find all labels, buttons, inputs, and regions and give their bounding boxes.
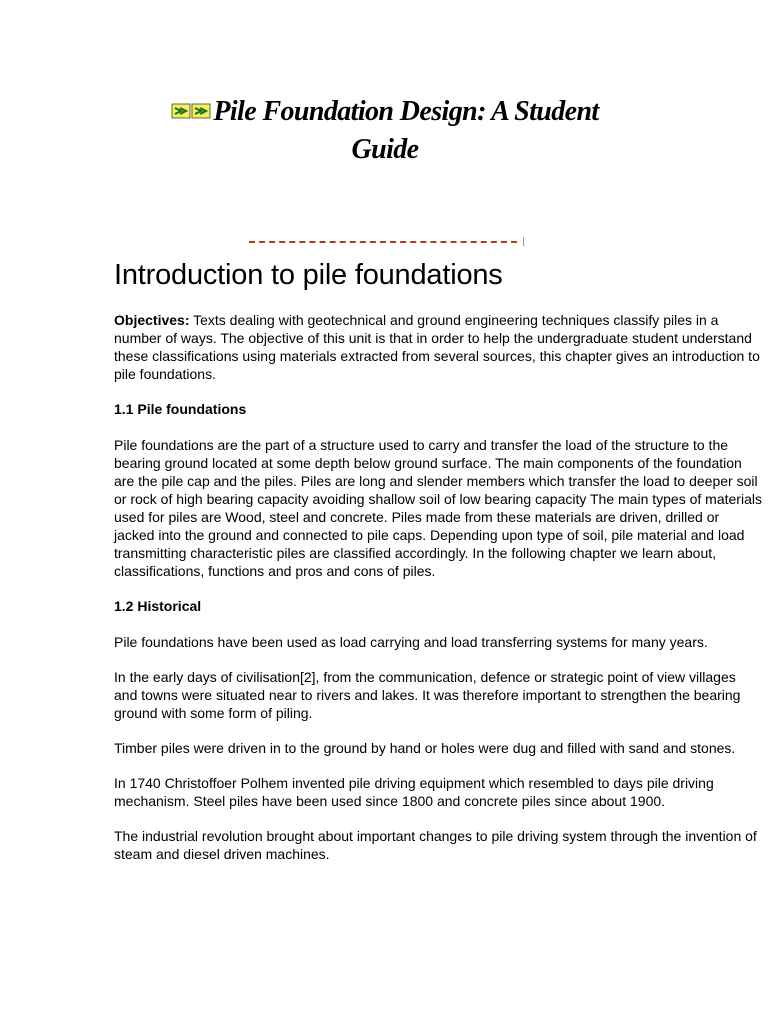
- paragraph: In 1740 Christoffoer Polhem invented pile driving equipment which resembled to days pile driving mechanism. Steel piles have been used since 1800 and concrete piles since about 1900.: [114, 775, 714, 809]
- divider-marker: [523, 237, 524, 246]
- section-divider: [249, 241, 517, 243]
- section-heading-1-2: 1.2 Historical: [114, 598, 202, 614]
- paragraph: Pile foundations have been used as load carrying and load transferring systems for many years.: [114, 634, 708, 650]
- page-heading: Introduction to pile foundations: [114, 259, 503, 291]
- double-arrow-icon: [171, 93, 211, 129]
- paragraph: Timber piles were driven in to the ground by hand or holes were dug and filled with sand and stones.: [114, 740, 736, 756]
- objectives-paragraph: [114, 311, 762, 383]
- paragraph: Pile foundations are the part of a structure used to carry and transfer the load of the structure to the bearing ground located at some depth below ground surface. The main components of the foundation are the pile cap and the piles. Piles are long and slender members which transfer the load to deeper soil or rock of high bearing capacity avoiding shallow soil of low bearing capacity The main types of materials used for piles are Wood, steel and concrete. Piles made from these materials are driven, drilled or jacked into the ground and connected to pile caps. Depending upon type of soil, pile material and load transmitting characteristic piles are classified accordingly. In the following chapter we learn about, classifications, functions and pros and cons of piles.: [114, 437, 762, 579]
- paragraph: In the early days of civilisation[2], from the communication, defence or strategic point of view villages and towns were situated near to rivers and lakes. It was therefore important to strengthen the bearing ground with some form of piling.: [114, 669, 741, 721]
- document-title-block: [140, 94, 630, 168]
- objectives-text: Texts dealing with geotechnical and ground engineering techniques classify piles in a number of ways. The objective of this unit is that in order to help the undergraduate student understand these classifications using materials extracted from several sources, this chapter gives an introduction to pile foundations.: [114, 312, 760, 382]
- paragraph: The industrial revolution brought about important changes to pile driving system through the invention of steam and diesel driven machines.: [114, 828, 757, 862]
- document-title: Pile Foundation Design: A Student Guide: [213, 96, 599, 165]
- document-body: [114, 311, 762, 880]
- section-heading-1-1: 1.1 Pile foundations: [114, 401, 247, 417]
- objectives-label: Objectives:: [114, 312, 190, 328]
